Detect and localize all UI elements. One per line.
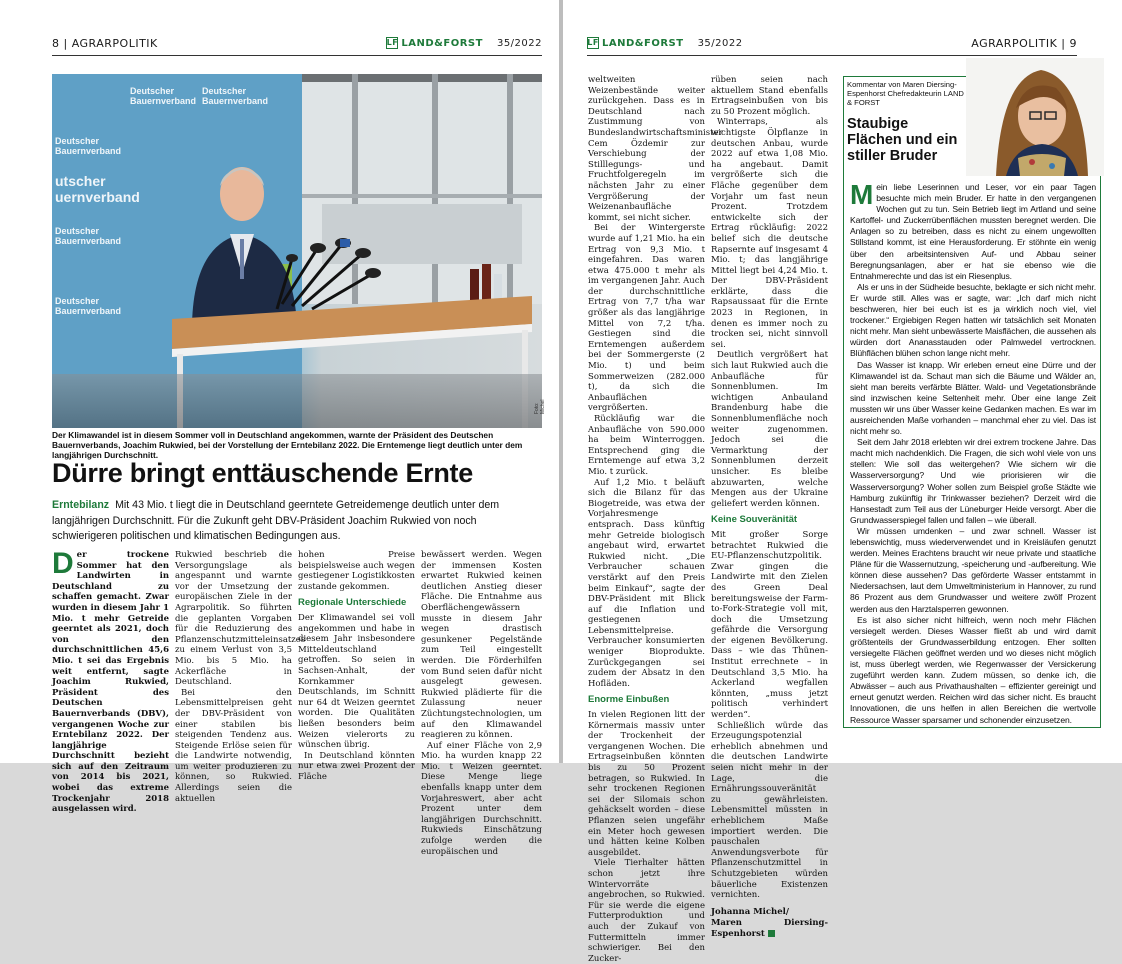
issue-number: 35/2022 bbox=[496, 37, 542, 49]
lf-logo-icon: LF bbox=[587, 38, 599, 47]
author-1: Johanna Michel/ bbox=[711, 906, 789, 917]
svg-text:uernverband: uernverband bbox=[55, 189, 140, 205]
column-text: Deutlich vergrößert hat sich laut Rukwied auch die Anbaufläche für Sonnenblumen. Im wichtigen Anbauland Brandenburg habe die Sonnenblumenfläche noch weiter zugenommen. Jedoch sei die Vermarktung der Sonnenblumen derzeit unsicher. Es bleibe abzuwarten, welche Mengen aus der Ukraine geliefert werden können. bbox=[711, 350, 828, 509]
column-text: weltweiten Weizenbestände weiter zurückgehen. Dass es in Deutschland nach Zustimmung von Bundeslandwirtschaftsminister Cem Özdemir zur Verschiebung der Stilllegungs- und Fruchtfolgeregeln im nächsten Jahr zu einer Vergrößerung der Weizenanbaufläche kommt, sei nicht sicher. bbox=[588, 75, 723, 223]
photo-caption bbox=[52, 430, 542, 460]
photo-credit: Foto: Michel bbox=[534, 399, 546, 414]
column-text: Bei den Lebensmittelpreisen geht der DBV-Präsident von einer stabilen bis steigenden Tendenz aus. Steigende Erlöse seien für die Landwirte notwendig, um weiter produzieren zu können, so Rukwied. Allerdings seien die aktuellen bbox=[175, 687, 292, 804]
header-rule bbox=[587, 55, 1077, 56]
comment-title: Staubige Flächen und ein stiller Bruder bbox=[847, 115, 958, 164]
column-text: Winterraps, als wichtigste Ölpflanze in deutschen Anbau, wurde 2022 auf etwa 1,08 Mio. ha angebaut. Damit vergrößerte sich die Fläche gegenüber dem Vorjahr um fast neun Prozent. Trotzdem entwickelte sich der Ertrag rückläufig: 2022 belief sich die deutsche Rapsernte auf insgesamt 4 Mio. t; das langjährige Mittel liegt bei 4,24 Mio. t. Der DBV-Präsident erklärte, dass die Rapsaussaat für die Ernte 2023 in Regionen, in denen es immer noch zu trocken sei, nicht sinnvoll sei. bbox=[711, 117, 828, 350]
comment-paragraph: ein liebe Leserinnen und Leser, vor ein paar Tagen besuchte mich mein Bruder. Er hatte in den vergangenen Wochen gut zu tun. Sein Betrieb liegt im Artland und seine Kartoffel- und Zuckerrübenflächen mussten beregnet werden. Die Anlagen so zu betreiben, dass es nicht zu einem ungewollten Stillstand kommt, ist eine Herausforderung. Er stöhnte ein wenig über den arbeitsintensiven Auf- und Abbau seiner Beregnungsanlagen, aber er hat sie ebenso wie die Entnahmerechte und das ist ein Riesenplus. bbox=[850, 182, 1096, 281]
right-folio: AGRARPOLITIK | 9 bbox=[971, 36, 1077, 50]
comment-byline: Kommentar von Maren Diersing-Espenhorst Chefredakteurin LAND & FORST bbox=[847, 80, 964, 108]
svg-text:Bauernverband: Bauernverband bbox=[55, 306, 122, 316]
right-page bbox=[563, 0, 1122, 964]
right-header bbox=[587, 34, 1077, 52]
brand-name: LAND&FORST bbox=[401, 37, 483, 49]
left-folio: 8 | AGRARPOLITIK bbox=[52, 36, 158, 50]
column-text: Rückläufig war die Anbaufläche von 590.000 ha beim Winterroggen. Entsprechend ging die Erntemenge auf etwa 3,2 Mio. t zurück. bbox=[588, 414, 705, 477]
issue-number: 35/2022 bbox=[697, 37, 743, 49]
article-column-2 bbox=[175, 550, 306, 804]
land-forst-logo bbox=[587, 37, 684, 49]
column-text: Mit großer Sorge betrachtet Rukwied die EU-Pflanzenschutzpolitik. Zwar gingen die Landwirte mit den Zielen des Green Deal bereitungsweise der Farm-to-Fork-Strategie voll mit, doch die Umsetzung gefährde die Versorgung der eigenen Bevölkerung. Dass – wie das Thünen-Institut errechnete – in Deutschland 3,5 Mio. ha Ackerland wegfallen könnten, „muss jetzt politisch verhindert werden“. bbox=[711, 529, 828, 721]
subhead-souveraenitaet: Keine Souveränität bbox=[711, 514, 798, 526]
column-text: Auf 1,2 Mio. t beläuft sich die Bilanz für das Biogetreide, was etwa der Vorjahresmenge entsprach. Dass künftig mehr Getreide biologisch angebaut wird, erwartet Rukwied nicht. „Die Verbraucher schauen verstärkt auf den Preis beim Einkauf“, sagte der DBV-Präsident mit Blick auf die Inflation und gestiegenen Lebensmittelpreise. Verbraucher konsumierten weniger Bioprodukte. Zurückgegangen sei zudem der Absatz in den Hofläden. bbox=[588, 477, 705, 689]
svg-text:Bauernverband: Bauernverband bbox=[202, 96, 269, 106]
lf-logo-icon: LF bbox=[386, 38, 399, 47]
comment-paragraph: Als er uns in der Südheide besuchte, beklagte er sich nicht mehr. Er wurde still. Alles was er sagte, war: „Ich darf mich nicht beschweren, hier bei euch ist es ja wirklich noch viel, viel trockener.“ Ergiebigen Regen hatten wir tatsächlich seit Monaten nicht mehr. Man sieht unbewässerte Maisflächen, die aussehen als würden dort Ananasstauden oder Palmwedel vertrocknen. Blühflächen blühen schon lange nicht mehr. bbox=[850, 281, 1096, 359]
svg-text:Bauernverband: Bauernverband bbox=[55, 146, 122, 156]
column-text: hohen Preise beispielsweise auch wegen gestiegener Logistikkosten zustande gekommen. bbox=[298, 550, 415, 592]
comment-paragraph: Seit dem Jahr 2018 erlebten wir drei extrem trockene Jahre. Das macht mich nachdenklich. Die Fragen, die sich wohl viele von uns stellen: Wie soll das weitergehen? Wie sichern wir die Wasserversorgung? Und wie priorisieren wir die Wasserversorgung? Woher sollen zum Beispiel große Städte wie Hamburg zukünftig ihr Trinkwasser beziehen? Derzeit wird die Hansestadt zum Teil aus der Lüneburger Heide versorgt. Aber die Grundwasserspiegel fallen und fallen – wie überall. bbox=[850, 437, 1096, 525]
svg-text:Bauernverband: Bauernverband bbox=[130, 96, 197, 106]
comment-drop-cap: M bbox=[850, 179, 874, 210]
column-text: Der Klimawandel sei voll angekommen und habe in diesem Jahr insbesondere Mitteldeutschland getroffen. So seien in Sachsen-Anhalt, der Kornkammer Deutschlands, im Schnitt nur 64 dt Weizen geerntet worden. Die Qualitäten ließen besonders beim Weizen vielerorts zu wünschen übrig. bbox=[298, 612, 415, 751]
comment-paragraph: Das Wasser ist knapp. Wir erleben erneut eine Dürre und der Klimawandel ist da. Schaut man sich die Bäume und Wälder an, sieht man bereits verfärbte Blätter. Wald- und Vegetationsbrände sind inzwischen keine Seltenheit mehr. Über eine lange Zeit mussten wir uns über Wasser keine Gedanken machen. Es war im ausreichenden Maße vorhanden – manchmal eher zu viel. Das ist nicht mehr so. bbox=[850, 359, 1096, 437]
article-column-1 bbox=[52, 547, 169, 815]
svg-text:Deutscher: Deutscher bbox=[55, 136, 100, 146]
article-dek bbox=[52, 498, 542, 545]
brand-name: LAND&FORST bbox=[602, 37, 684, 49]
column-text: Bei der Wintergerste wurde auf 1,21 Mio. ha ein Ertrag von 9,3 Mio. t eingefahren. Das waren etwa 475.000 t mehr als im vergangenen Jahr. Auch der durchschnittliche Ertrag von 7,7 t/ha war größer als das langjährige Mittel von 7,2 t/ha. Gestiegen sind die Erntemengen außerdem bei der Sommergerste (2 Mio. t) und beim Sommerweizen (282.000 t), da sich die Anbauflächen vergrößerten. bbox=[588, 223, 705, 414]
comment-paragraph: Wir müssen umdenken – und zwar schnell. Wasser ist lebenswichtig, muss wiederverwendet und in Kreisläufen genutzt werden. Meines Erachtens braucht wir neue private und staatliche Pläne für die Wassernutzung, -speicherung und -aufbereitung. Wie können diese aussehen? Das geförderte Wasser entstammt in Niedersachsen, laut dem Umweltministerium in Hannover, zu rund 86 Prozent aus dem Grundwasser und weitere zwölf Prozent werden aus den Harztalsperren gewonnen. bbox=[850, 525, 1096, 614]
comment-paragraph: Es ist also sicher nicht hilfreich, wenn noch mehr Flächen versiegelt werden. Dieses Wasser fließt ab und wird damit größtenteils der Grundwasserbildung entzogen. Eher sollten versiegelte Flächen geöffnet werden und wo dieses nicht möglich ist, muss überlegt werden, wie Regenwasser der Versickerung zugeführt werden kann. Zudem müssen, so denke ich, die Abwässer – auch aus Privathaushalten – effizienter gereinigt und erneut genutzt werden. Reichen wird das sicher nicht. Es braucht Innovationen, die uns helfen in allen Bereichen die wertvolle Ressource Wasser sparsamer und schonender einzusetzen. bbox=[850, 614, 1096, 725]
column-text: Viele Tierhalter hätten schon jetzt ihre Wintervorräte angebrochen, so Rukwied. Für sie werde die eigene Futterproduktion und auch der Zukauf von Futtermitteln immer schwieriger. Bei den Zucker- bbox=[588, 858, 705, 964]
column-text: Schließlich würde das Erzeugungspotenzial erheblich abnehmen und die deutschen Landwirte seien nicht mehr in der Lage, die Ernährungssouveränität zu gewährleisten. Lebensmittel müssten in erheblichem Maße importiert werden. Die pauschalen Anwendungsverbote für Pflanzenschutzmittel in Schutzgebieten würden bäuerliche Existenzen vernichten. bbox=[711, 720, 828, 901]
subhead-regional: Regionale Unterschiede bbox=[298, 597, 407, 609]
column-text: er trockene Sommer hat den Landwirten in Deutschland zu schaffen gemacht. Zwar wurden in diesem Jahr 1 Mio. t mehr Getreide geerntet als 2021, doch von den durchschnittlichen 45,6 Mio. t sei das Ergebnis weit entfernt, sagte Joachim Rukwied, Präsident des Deutschen Bauernverbands (DBV), vergangenen Woche zur Erntebilanz 2022. Der langjährige Durchschnitt bezieht sich auf den Zeitraum von 2014 bis 2021, wobei das extreme Trockenjahr 2018 ausgelassen wird. bbox=[52, 550, 169, 815]
svg-text:Deutscher: Deutscher bbox=[55, 226, 100, 236]
press-conference-photo bbox=[52, 74, 546, 428]
svg-text:Bauernverband: Bauernverband bbox=[55, 236, 122, 246]
left-header bbox=[52, 34, 542, 52]
article-column-4 bbox=[421, 550, 542, 857]
comment-header bbox=[847, 80, 965, 164]
article-column-5 bbox=[588, 75, 723, 964]
column-text: Rukwied beschrieb die Versorgungslage als angespannt und warnte vor der Umsetzung der europäischen Ziele in der Agrarpolitik. So führten die geplanten Vorgaben für die Reduzierung des Pflanzenschutzmitteleinsatzes zu einem Verlust von 3,5 Mio. bis 5 Mio. ha Ackerfläche in Deutschland. bbox=[175, 550, 306, 688]
land-forst-logo bbox=[386, 37, 483, 49]
end-mark-icon bbox=[768, 930, 775, 937]
article-headline: Dürre bringt enttäuschende Ernte bbox=[52, 458, 473, 488]
svg-text:Deutscher: Deutscher bbox=[55, 296, 100, 306]
left-page bbox=[0, 0, 559, 857]
column-text: rüben seien nach aktuellem Stand ebenfalls Ertragseinbußen von bis zu 50 Prozent möglich. bbox=[711, 75, 828, 117]
caption-text: Der Klimawandel ist in diesem Sommer voll in Deutschland angekommen, warnte der Präsident des Deutschen Bauernverbands, Joachim Rukwied, bei der Vorstellung der Erntebilanz 2022. Die Erntemenge liegt deutlich unter dem langjährigen Durchschnitt. bbox=[52, 430, 523, 460]
dek-kicker: Erntebilanz bbox=[52, 499, 110, 511]
svg-text:Deutscher: Deutscher bbox=[202, 86, 247, 96]
press-conference-image bbox=[52, 74, 542, 428]
column-text: bewässert werden. Wegen der immensen Kosten erwartet Rukwied keinen deutlichen Anstieg dieser Fläche. Die Entnahme aus Oberflächengewässern musste in diesem Jahr wegen drastisch gesunkener Pegelstände zum Teil eingestellt werden. Die Förderhilfen vom Bund seien dafür nicht ausgelegt gewesen. Rukwied plädierte für die Zulassung neuer Züchtungstechnologien, um auf den Klimawandel reagieren zu können. bbox=[421, 550, 542, 741]
article-column-6 bbox=[711, 75, 828, 940]
header-rule bbox=[52, 55, 542, 56]
subhead-einbussen: Enorme Einbußen bbox=[588, 694, 670, 706]
comment-body bbox=[850, 179, 1096, 726]
dek-text: Mit 43 Mio. t liegt die in Deutschland geerntete Getreidemenge deutlich unter dem langjährigen Durchschnitt. Für die Zukunft geht DBV-Präsident Joachim Rukwied von noch schwierigeren politischen und klimatischen Bedingungen aus. bbox=[52, 499, 500, 542]
column-text: Auf einer Fläche von 2,9 Mio. ha wurden knapp 22 Mio. t Weizen geerntet. Diese Menge liege ebenfalls knapp unter dem Vorjahreswert, aber acht Prozent unter dem langjährigen Durchschnitt. Rukwieds Einschätzung zufolge werden die europäischen und bbox=[421, 740, 542, 857]
author-portrait bbox=[966, 58, 1104, 176]
author-line bbox=[711, 907, 828, 940]
author-portrait-image bbox=[966, 58, 1104, 176]
column-text: In Deutschland könnten nur etwa zwei Prozent der Fläche bbox=[298, 750, 415, 782]
author-2: Maren Diersing-Espenhorst bbox=[711, 917, 828, 939]
column-text: In vielen Regionen litt der Körnermais massiv unter der Trockenheit der vergangenen Wochen. Die Ertragseinbußen könnten bis zu 50 Prozent betragen, so Rukwied. In sehr trockenen Regionen sei der Silomais schon gehäckselt worden – diese Pflanzen seien ungefähr ein Meter hoch gewesen und hätten keine Kolben ausgebildet. bbox=[588, 710, 705, 858]
svg-text:Deutscher: Deutscher bbox=[130, 86, 175, 96]
svg-text:utscher: utscher bbox=[55, 173, 106, 189]
article-column-3 bbox=[298, 550, 415, 782]
drop-cap: D bbox=[52, 547, 74, 580]
